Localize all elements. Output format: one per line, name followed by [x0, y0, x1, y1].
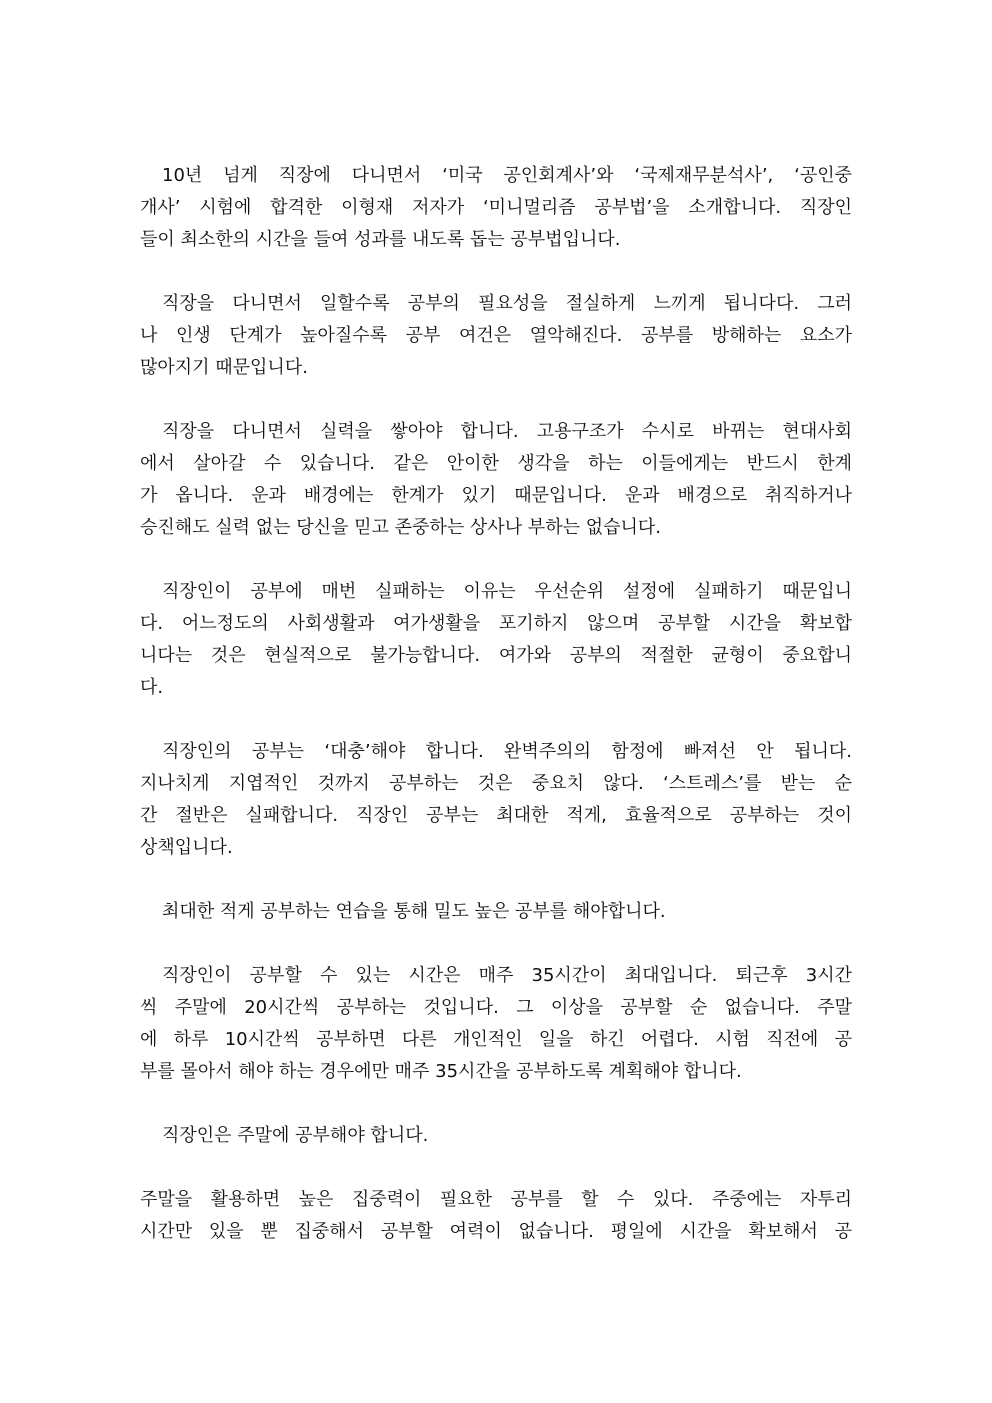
text-line: 지나치게 지엽적인 것까지 공부하는 것은 중요치 않다. ‘스트레스’를 받는 순: [140, 773, 852, 794]
document-body: [140, 160, 852, 1280]
text-line: 직장인은 주말에 공부해야 합니다.: [162, 1125, 429, 1146]
text-line: 직장을 다니면서 일할수록 공부의 필요성을 절실하게 느끼게 됩니다다. 그러: [162, 293, 852, 314]
text-line: 시간만 있을 뿐 집중해서 공부할 여력이 없습니다. 평일에 시간을 확보해서 공: [140, 1221, 852, 1242]
text-line: 에서 살아갈 수 있습니다. 같은 안이한 생각을 하는 이들에게는 반드시 한계: [140, 453, 852, 474]
text-line: 직장인이 공부할 수 있는 시간은 매주 35시간이 최대입니다. 퇴근후 3시간: [162, 965, 852, 986]
paragraph: [140, 416, 852, 544]
text-line: 상책입니다.: [140, 837, 233, 858]
text-line: 주말을 활용하면 높은 집중력이 필요한 공부를 할 수 있다. 주중에는 자투리: [140, 1189, 852, 1210]
paragraph: [140, 576, 852, 704]
text-line: 개사’ 시험에 합격한 이형재 저자가 ‘미니멀리즘 공부법’을 소개합니다. 직장인: [140, 197, 852, 218]
text-line: 간 절반은 실패합니다. 직장인 공부는 최대한 적게, 효율적으로 공부하는 것이: [140, 805, 852, 826]
text-line: 가 옵니다. 운과 배경에는 한계가 있기 때문입니다. 운과 배경으로 취직하거나: [140, 485, 852, 506]
paragraph: [140, 160, 852, 256]
text-line: 다.: [140, 677, 164, 698]
paragraph: [140, 288, 852, 384]
text-line: 직장을 다니면서 실력을 쌓아야 합니다. 고용구조가 수시로 바뀌는 현대사회: [162, 421, 852, 442]
text-line: 다. 어느정도의 사회생활과 여가생활을 포기하지 않으며 공부할 시간을 확보합: [140, 613, 852, 634]
paragraph: [140, 896, 852, 928]
paragraph: [140, 1120, 852, 1152]
text-line: 승진해도 실력 없는 당신을 믿고 존중하는 상사나 부하는 없습니다.: [140, 517, 661, 538]
text-line: 나 인생 단계가 높아질수록 공부 여건은 열악해진다. 공부를 방해하는 요소가: [140, 325, 852, 346]
text-line: 10년 넘게 직장에 다니면서 ‘미국 공인회계사’와 ‘국제재무분석사’, ‘공인중: [162, 165, 852, 186]
text-line: 니다는 것은 현실적으로 불가능합니다. 여가와 공부의 적절한 균형이 중요합니: [140, 645, 852, 666]
text-line: 에 하루 10시간씩 공부하면 다른 개인적인 일을 하긴 어렵다. 시험 직전에 공: [140, 1029, 852, 1050]
paragraph: [140, 1184, 852, 1248]
text-line: 직장인이 공부에 매번 실패하는 이유는 우선순위 설정에 실패하기 때문입니: [162, 581, 852, 602]
paragraph: [140, 736, 852, 864]
text-line: 씩 주말에 20시간씩 공부하는 것입니다. 그 이상을 공부할 순 없습니다. 주말: [140, 997, 852, 1018]
paragraph: [140, 960, 852, 1088]
text-line: 들이 최소한의 시간을 들여 성과를 내도록 돕는 공부법입니다.: [140, 229, 621, 250]
text-line: 최대한 적게 공부하는 연습을 통해 밀도 높은 공부를 해야합니다.: [162, 901, 666, 922]
text-line: 부를 몰아서 해야 하는 경우에만 매주 35시간을 공부하도록 계획해야 합니다.: [140, 1061, 742, 1082]
text-line: 직장인의 공부는 ‘대충’해야 합니다. 완벽주의의 함정에 빠져선 안 됩니다.: [162, 741, 852, 762]
text-line: 많아지기 때문입니다.: [140, 357, 308, 378]
